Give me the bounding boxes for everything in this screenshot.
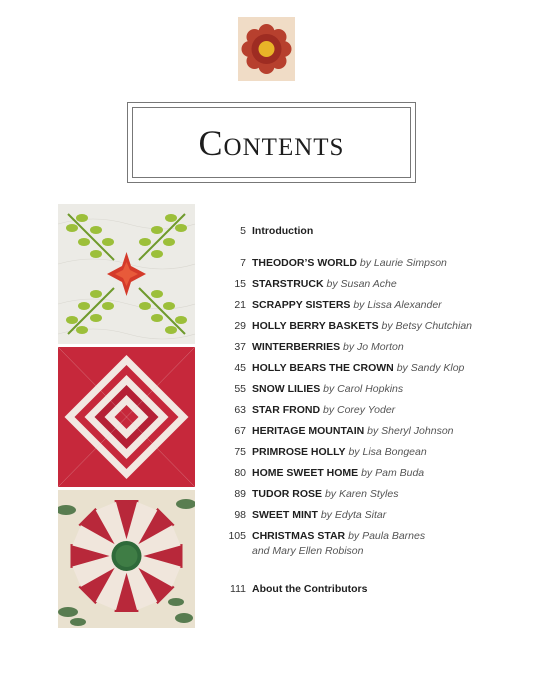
toc-author: by Pam Buda <box>361 467 425 479</box>
toc-entry[interactable] <box>222 340 522 354</box>
toc-title: TUDOR ROSE <box>252 488 323 500</box>
toc-page-number: 105 <box>228 530 246 542</box>
toc-author: by Paula Barnes <box>348 530 426 542</box>
toc-author: by Jo Morton <box>343 341 404 353</box>
toc-entry[interactable] <box>222 403 522 417</box>
toc-title: HOLLY BEARS THE CROWN <box>252 362 394 374</box>
toc-author: by Lissa Alexander <box>353 299 442 311</box>
toc-page-number: 55 <box>234 383 246 395</box>
toc-author: by Sheryl Johnson <box>367 425 454 437</box>
contents-title-inner-frame <box>132 107 411 178</box>
toc-entry[interactable] <box>222 277 522 291</box>
toc-title: HOME SWEET HOME <box>252 467 359 479</box>
quilt-image-dresden-plate <box>58 490 195 628</box>
toc-entry[interactable] <box>222 382 522 396</box>
toc-author: by Betsy Chutchian <box>381 320 473 332</box>
toc-page-number: 37 <box>234 341 246 353</box>
quilt-image-red-diamonds <box>58 347 195 487</box>
toc-page-number: 111 <box>230 583 246 595</box>
toc-entry[interactable] <box>222 319 522 333</box>
toc-entry[interactable] <box>222 508 522 522</box>
top-quilt-block-image <box>238 17 295 81</box>
toc-page-number: 98 <box>234 509 246 521</box>
toc-author: by Karen Styles <box>324 488 399 500</box>
toc-entry[interactable] <box>222 424 522 438</box>
toc-page-number: 89 <box>234 488 246 500</box>
toc-title: SNOW LILIES <box>252 383 321 395</box>
toc-author: by Lisa Bongean <box>348 446 427 458</box>
toc-page-number: 75 <box>234 446 246 458</box>
toc-author: by Corey Yoder <box>322 404 396 416</box>
toc-page-number: 67 <box>234 425 246 437</box>
toc-title: Introduction <box>252 225 314 237</box>
toc-entry-about-contributors[interactable] <box>222 582 522 596</box>
toc-entry[interactable] <box>222 529 522 543</box>
toc-title: About the Contributors <box>252 583 368 595</box>
toc-page-number: 7 <box>240 257 246 269</box>
toc-entry[interactable] <box>222 298 522 312</box>
toc-title: WINTERBERRIES <box>252 341 341 353</box>
toc-page-number: 63 <box>234 404 246 416</box>
toc-entry[interactable] <box>222 445 522 459</box>
toc-page-number: 15 <box>234 278 246 290</box>
toc-title: HERITAGE MOUNTAIN <box>252 425 365 437</box>
toc-entry-introduction[interactable] <box>222 224 522 238</box>
toc-page-number: 80 <box>234 467 246 479</box>
toc-title: SWEET MINT <box>252 509 318 521</box>
toc-title: STAR FROND <box>252 404 321 416</box>
toc-entry[interactable] <box>222 256 522 270</box>
toc-title: PRIMROSE HOLLY <box>252 446 346 458</box>
toc-entry[interactable] <box>222 487 522 501</box>
toc-page-number: 5 <box>240 225 246 237</box>
toc-page-number: 45 <box>234 362 246 374</box>
quilt-image-leaf-star <box>58 204 195 344</box>
toc-page-number: 21 <box>234 299 246 311</box>
toc-title: HOLLY BERRY BASKETS <box>252 320 379 332</box>
toc-author: by Susan Ache <box>326 278 397 290</box>
toc-author: by Laurie Simpson <box>359 257 447 269</box>
toc-title: THEODOR’S WORLD <box>252 257 357 269</box>
toc-title: SCRAPPY SISTERS <box>252 299 351 311</box>
toc-author-continuation: and Mary Ellen Robison <box>252 545 364 557</box>
page-title: Contents <box>198 122 345 163</box>
toc-title: STARSTRUCK <box>252 278 324 290</box>
toc-author: by Carol Hopkins <box>323 383 404 395</box>
toc-page-number: 29 <box>234 320 246 332</box>
toc-author: by Sandy Klop <box>396 362 465 374</box>
toc-author: by Edyta Sitar <box>320 509 387 521</box>
toc-entry[interactable] <box>222 466 522 480</box>
toc-title: CHRISTMAS STAR <box>252 530 346 542</box>
contents-title-frame <box>127 102 416 183</box>
toc-entry[interactable] <box>222 361 522 375</box>
